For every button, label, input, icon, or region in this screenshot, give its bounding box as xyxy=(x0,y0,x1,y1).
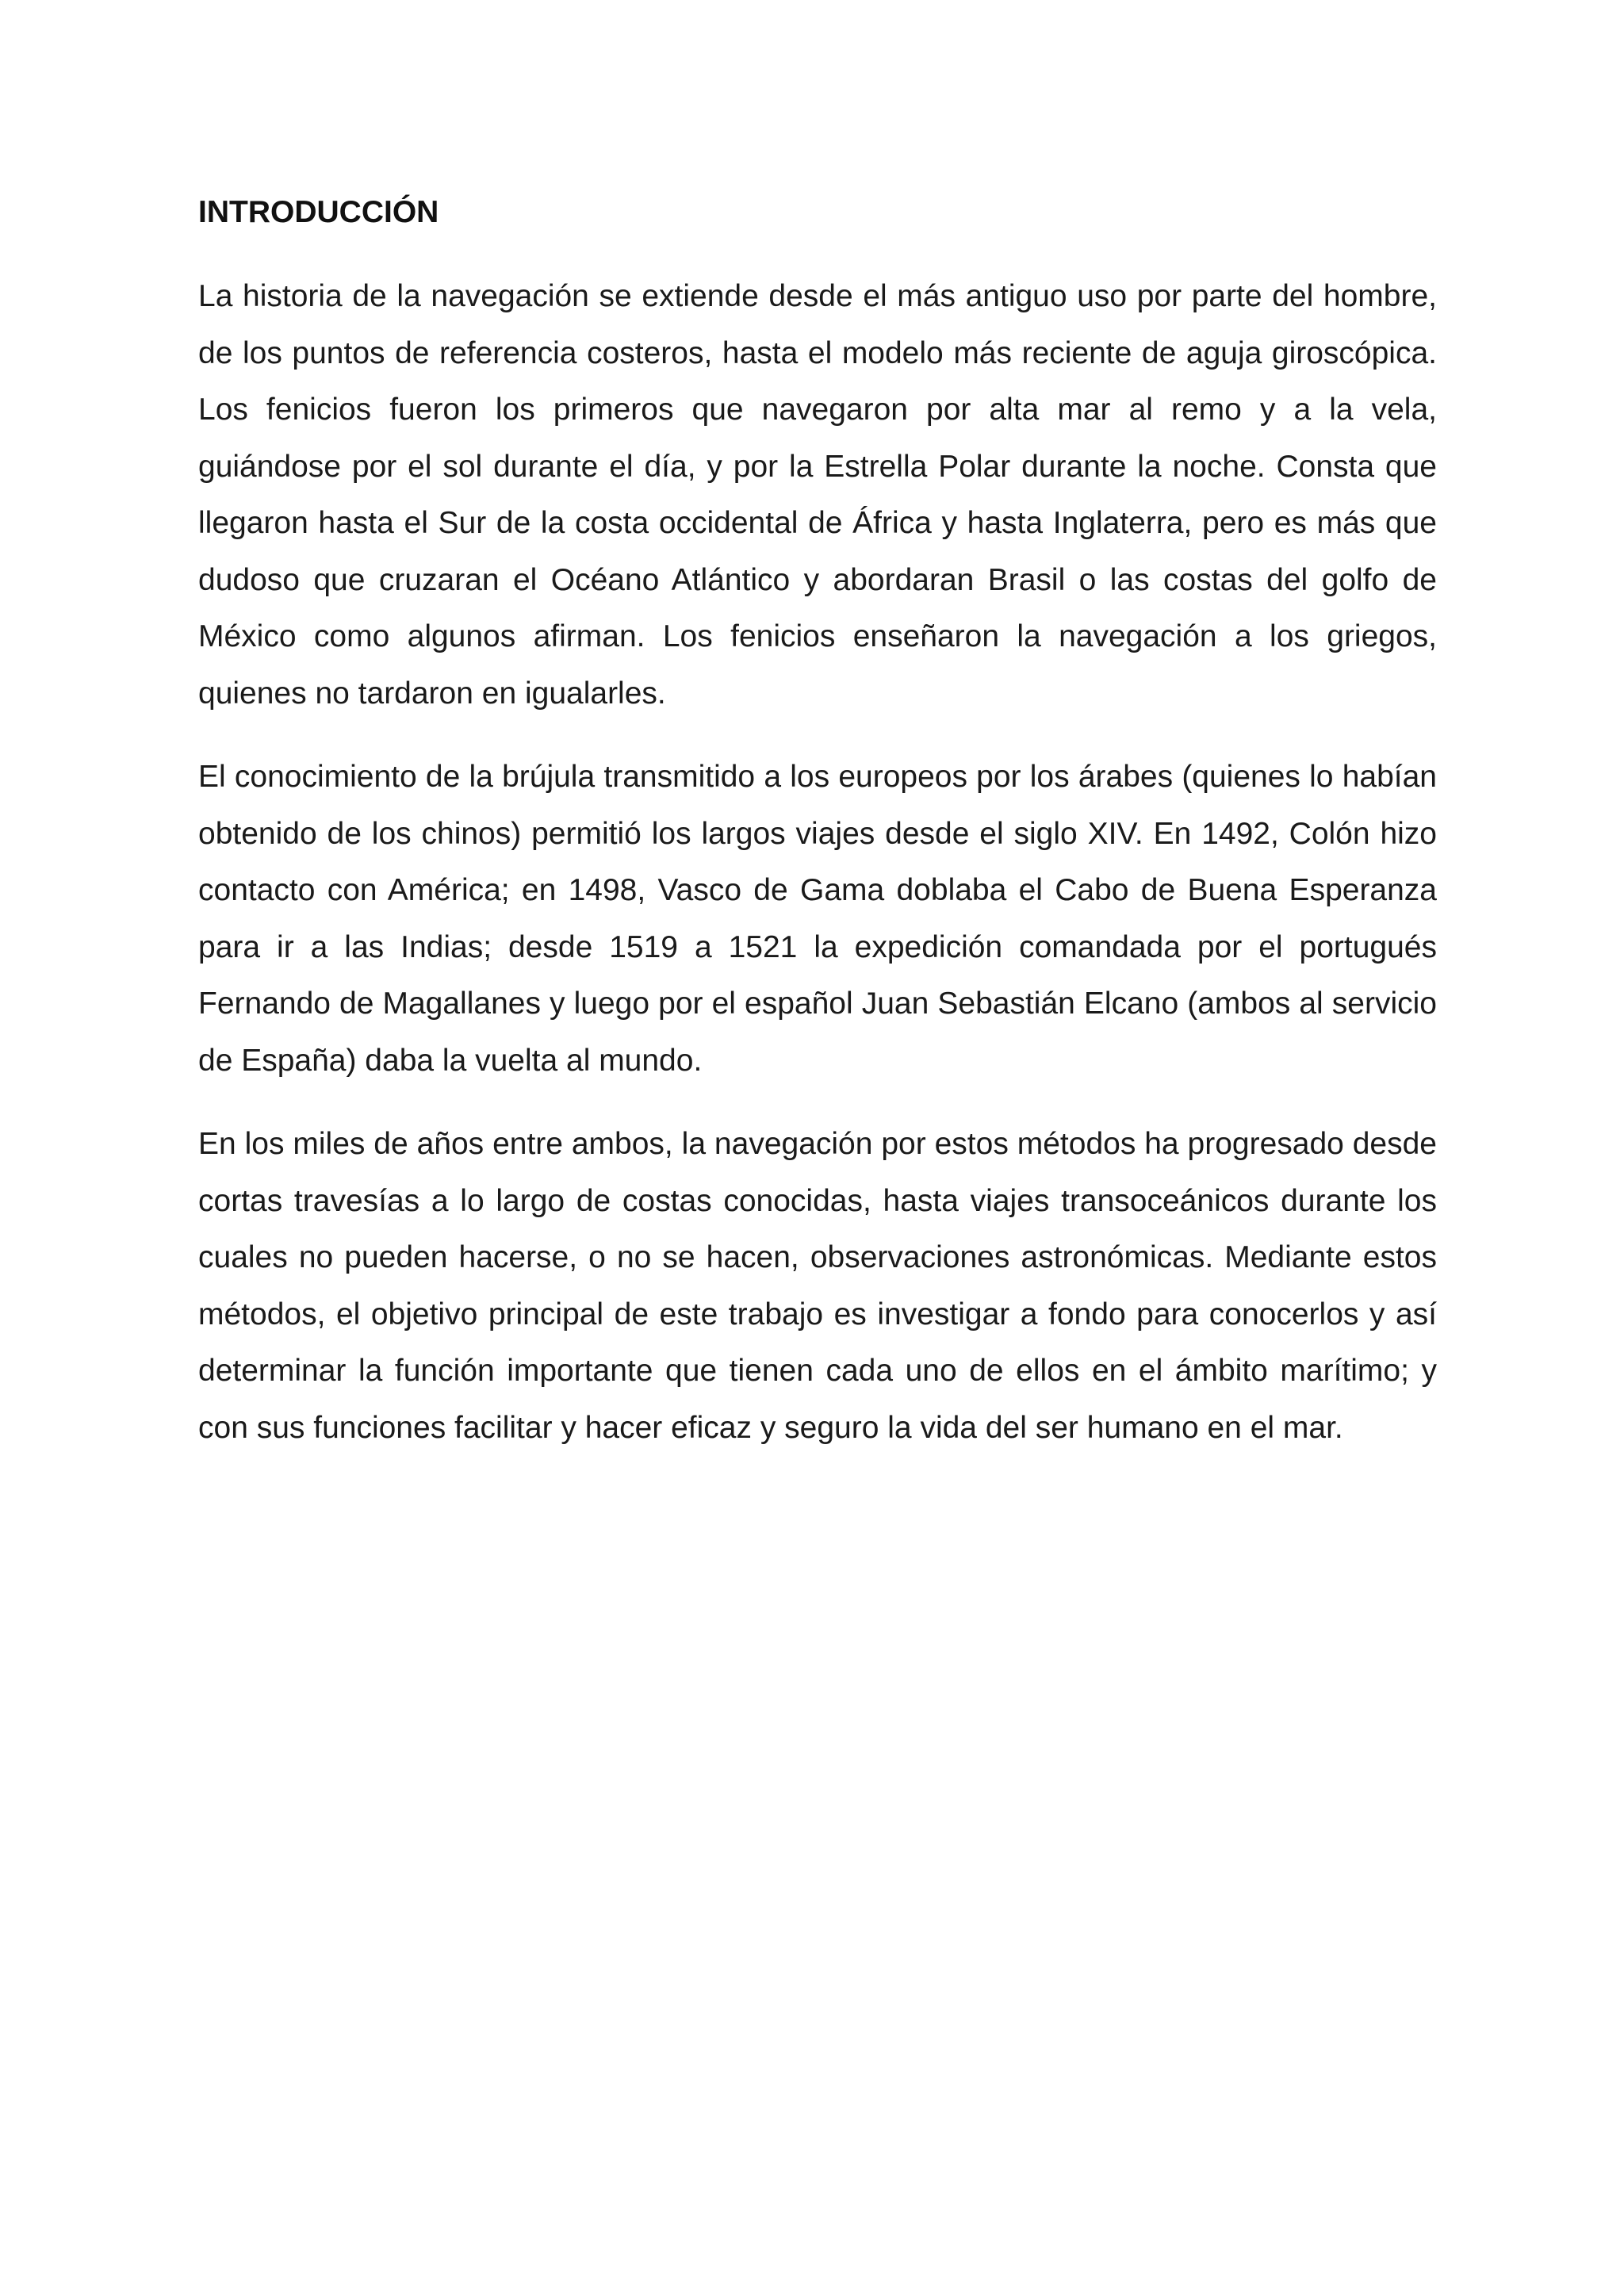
section-heading: INTRODUCCIÓN xyxy=(198,195,439,229)
document-body xyxy=(198,189,1437,1483)
paragraph-history-of-navigation: La historia de la navegación se extiende desde el más antiguo uso por parte del hombre, de los puntos de referencia costeros, hasta el modelo más reciente de aguja giroscópica. Los fenicios fueron los primeros que navegaron por alta mar al remo y a la vela, guiándose por el sol durante el día, y por la Estrella Polar durante la noche. Consta que llegaron hasta el Sur de la costa occidental de África y hasta Inglaterra, pero es más que dudoso que cruzaran el Océano Atlántico y abordaran Brasil o las costas del golfo de México como algunos afirman. Los fenicios enseñaron la navegación a los griegos, quienes no tardaron en igualarles. xyxy=(198,279,1437,711)
paragraph-compass-and-voyages: El conocimiento de la brújula transmitido a los europeos por los árabes (quienes lo habían obtenido de los chinos) permitió los largos viajes desde el siglo XIV. En 1492, Colón hizo contacto con América; en 1498, Vasco de Gama doblaba el Cabo de Buena Esperanza para ir a las Indias; desde 1519 a 1521 la expedición comandada por el portugués Fernando de Magallanes y luego por el español Juan Sebastián Elcano (ambos al servicio de España) daba la vuelta al mundo. xyxy=(198,760,1437,1078)
paragraph-objective: En los miles de años entre ambos, la navegación por estos métodos ha progresado desde cortas travesías a lo largo de costas conocidas, hasta viajes transoceánicos durante los cuales no pueden hacerse, o no se hacen, observaciones astronómicas. Mediante estos métodos, el objetivo principal de este trabajo es investigar a fondo para conocerlos y así determinar la función importante que tienen cada uno de ellos en el ámbito marítimo; y con sus funciones facilitar y hacer eficaz y seguro la vida del ser humano en el mar. xyxy=(198,1127,1437,1445)
